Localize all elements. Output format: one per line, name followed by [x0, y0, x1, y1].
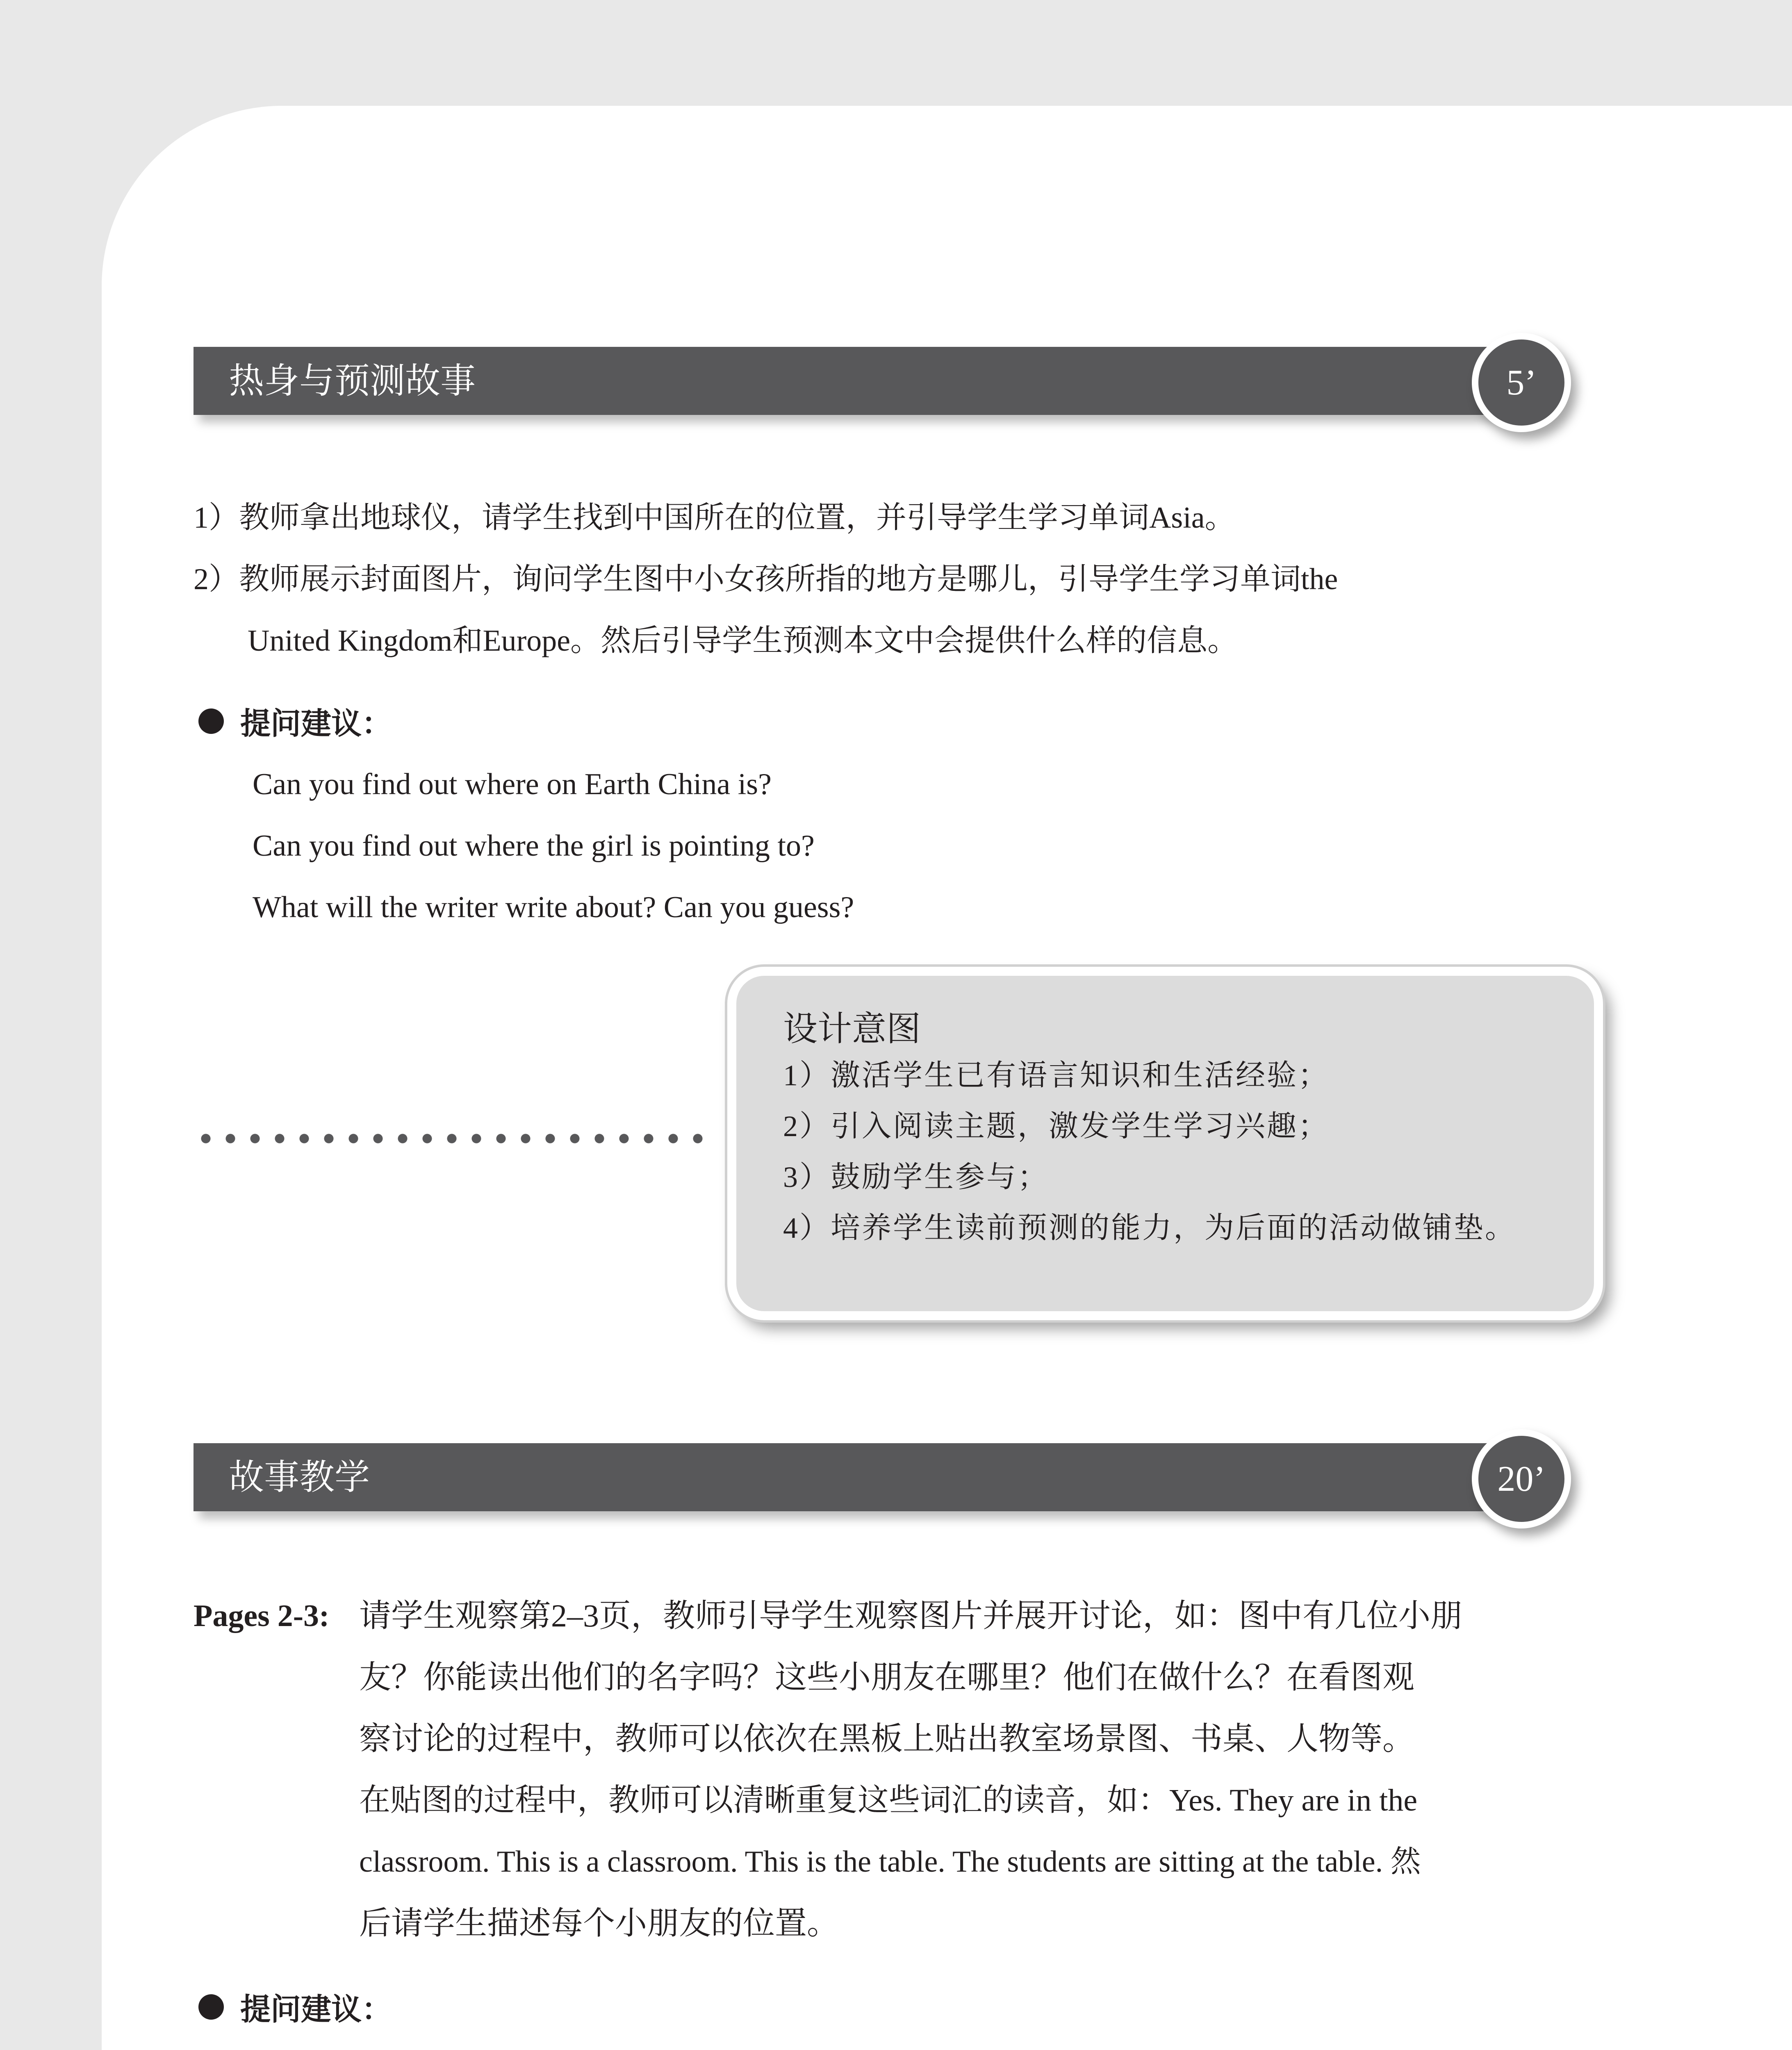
design-intent-box [727, 967, 1603, 1320]
step-1: 1）教师拿出地球仪，请学生找到中国所在的位置，并引导学生学习单词Asia。 [194, 501, 1235, 535]
section-title: 故事教学 [229, 1457, 370, 1498]
time-badge: 20’ [1472, 1429, 1571, 1528]
tip-label: 提问建议： [240, 706, 392, 741]
design-intent-title: 设计意图 [783, 1009, 921, 1049]
step-2-continued: United Kingdom和Europe。然后引导学生预测本文中会提供什么样的信息。 [248, 624, 1238, 658]
pages-label: Pages 2-3: [194, 1599, 330, 1633]
paragraph-line: 察讨论的过程中，教师可以依次在黑板上贴出教室场景图、书桌、人物等。 [359, 1721, 1415, 1756]
design-intent-item: 1）激活学生已有语言知识和生活经验； [783, 1059, 1330, 1092]
bullet-icon [198, 1994, 224, 2020]
paragraph-line: 友？你能读出他们的名字吗？这些小朋友在哪里？他们在做什么？在看图观 [359, 1659, 1415, 1695]
section-title: 热身与预测故事 [229, 360, 476, 401]
paragraph-line: classroom. This is a classroom. This is the table. The students are sitting at the table. 然 [359, 1845, 1421, 1879]
question-1 [253, 2038, 1405, 2050]
bullet-icon [198, 708, 224, 734]
design-intent-item: 2）引入阅读主题，激发学生学习兴趣； [783, 1110, 1330, 1143]
time-badge: 5’ [1472, 333, 1571, 432]
tip-heading [198, 1976, 392, 2038]
design-intent-item: 3）鼓励学生参与； [783, 1161, 1049, 1194]
dotted-connector [194, 1132, 710, 1145]
question-3: What will the writer write about? Can you guess? [253, 891, 854, 924]
question-1: Can you find out where on Earth China is? [253, 768, 772, 801]
paragraph-line: 后请学生描述每个小朋友的位置。 [359, 1905, 839, 1941]
paragraph-line: 在贴图的过程中，教师可以清晰重复这些词汇的读音，如：Yes. They are in the [359, 1783, 1418, 1818]
section-header-story-teaching [194, 1443, 1522, 1511]
paragraph-line: 请学生观察第2–3页，教师引导学生观察图片并展开讨论，如：图中有几位小朋 [359, 1598, 1463, 1633]
section-header-warmup [194, 347, 1522, 415]
step-2: 2）教师展示封面图片，询问学生图中小女孩所指的地方是哪儿，引导学生学习单词the [194, 563, 1338, 596]
question-2: Can you find out where the girl is pointing to? [253, 829, 815, 863]
design-intent-item: 4）培养学生读前预测的能力，为后面的活动做铺垫。 [783, 1212, 1516, 1244]
tip-label: 提问建议： [240, 1992, 392, 2027]
tip-heading [198, 690, 392, 752]
